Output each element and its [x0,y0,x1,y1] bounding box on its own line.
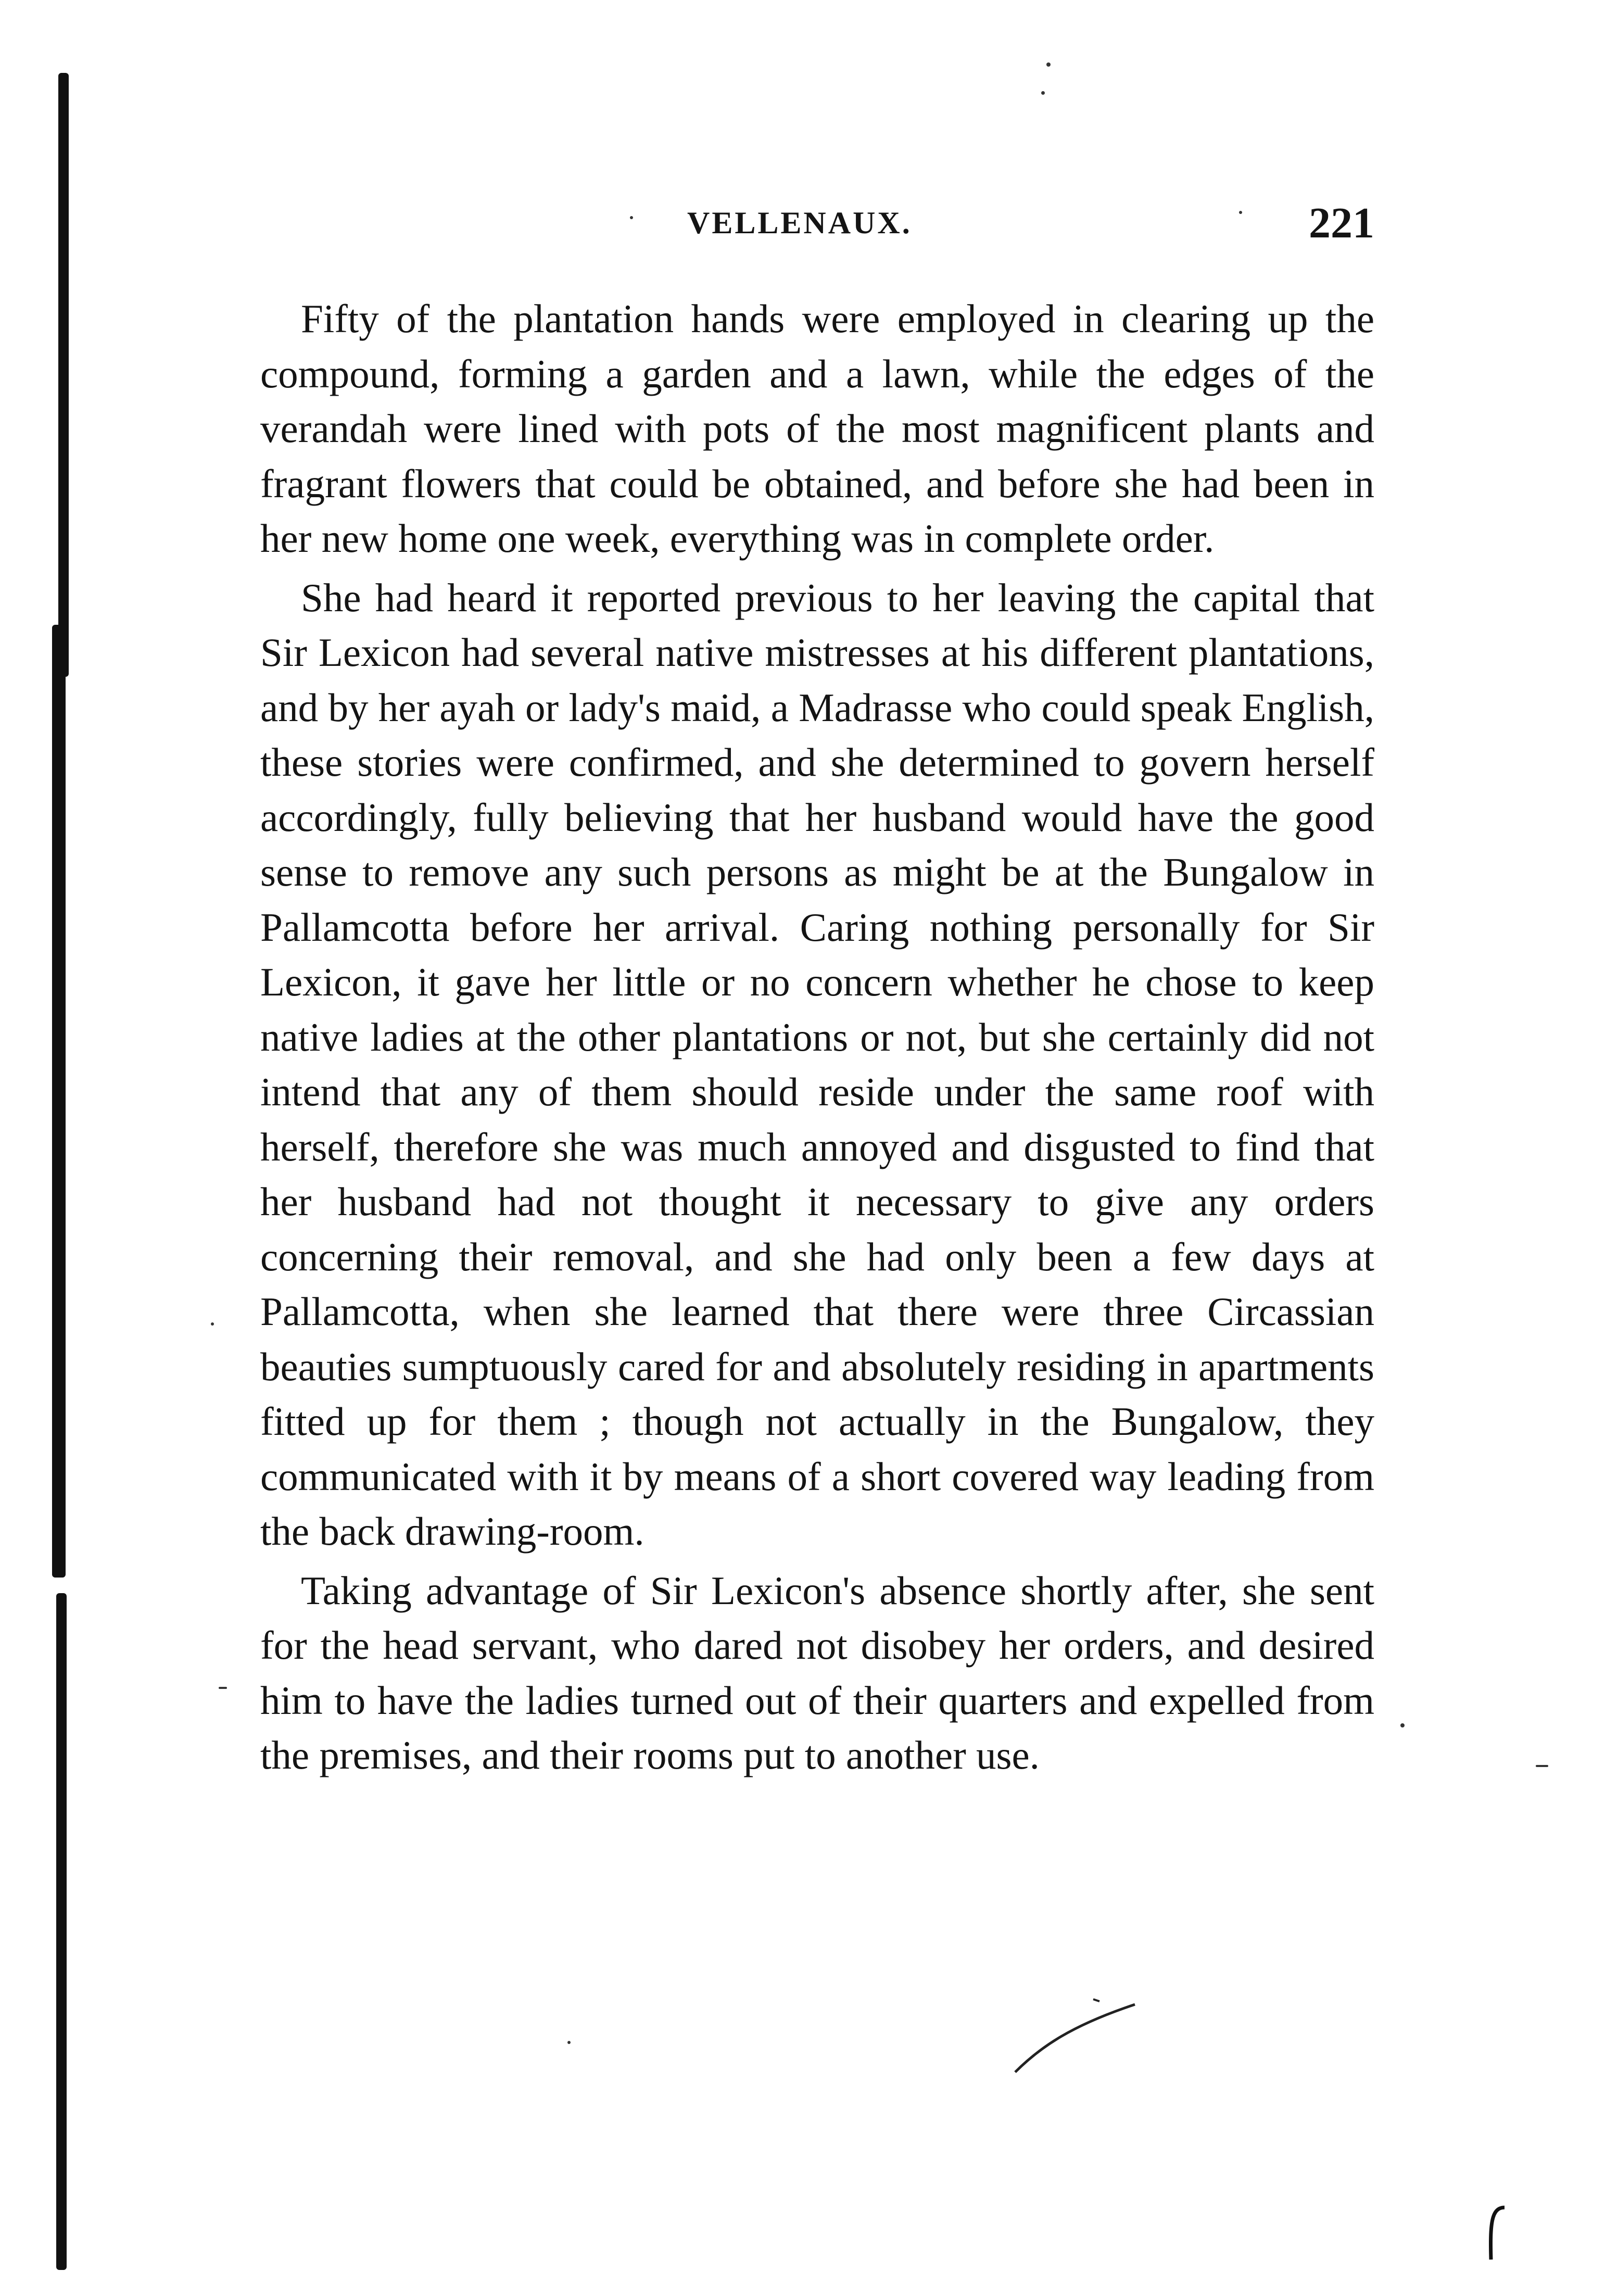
body-text [260,292,1374,1787]
paragraph: She had heard it reported previous to her leaving the capital that Sir Lexicon had several native mistresses at his different plantations, and by her ayah or lady's maid, a Madrasse who could speak English, these stories were confirmed, and she determined to govern herself accordingly, fully believing that her husband would have the good sense to remove any such persons as might be at the Bungalow in Pallamcotta before her arrival. Caring nothing personally for Sir Lexicon, it gave her little or no concern whether he chose to keep native ladies at the other plantations or not, but she certainly did not intend that any of them should reside under the same roof with herself, therefore she was much annoyed and disgusted to find that her husband had not thought it necessary to give any orders concerning their removal, and she had only been a few days at Pallamcotta, when she learned that there were three Circassian beauties sumptuously cared for and absolutely residing in apartments fitted up for them ; though not actually in the Bungalow, they communicated with it by means of a short covered way leading from the back drawing-room. [260,575,1374,1554]
scan-speck [1046,62,1051,67]
scan-speck [1041,91,1045,95]
pen-stroke-mark [1010,1994,1140,2077]
page-header [260,198,1374,260]
scan-speck [1400,1723,1405,1727]
running-head: VELLENAUX. [687,206,912,240]
page-binding-edge [52,625,66,1578]
corner-curl-mark [1484,2202,1515,2265]
scan-speck [567,2041,571,2044]
page-number: 221 [1309,199,1374,247]
page-binding-edge [58,73,69,677]
scan-speck [219,1687,227,1689]
scan-speck [211,1322,214,1326]
page-binding-edge [56,1593,67,2270]
scan-speck [1536,1765,1548,1767]
paragraph: Fifty of the plantation hands were employed in clearing up the compound, forming a garden and a lawn, while the edges of the verandah were lined with pots of the most magnificent plants and fragrant flowers that could be obtained, and before she had been in her new home one week, everything was in complete order. [260,296,1374,561]
paragraph: Taking advantage of Sir Lexicon's absence shortly after, she sent for the head servant, who dared not disobey her orders, and desired him to have the ladies turned out of their quarters and expelled from the premises, and their rooms put to another use. [260,1568,1374,1777]
